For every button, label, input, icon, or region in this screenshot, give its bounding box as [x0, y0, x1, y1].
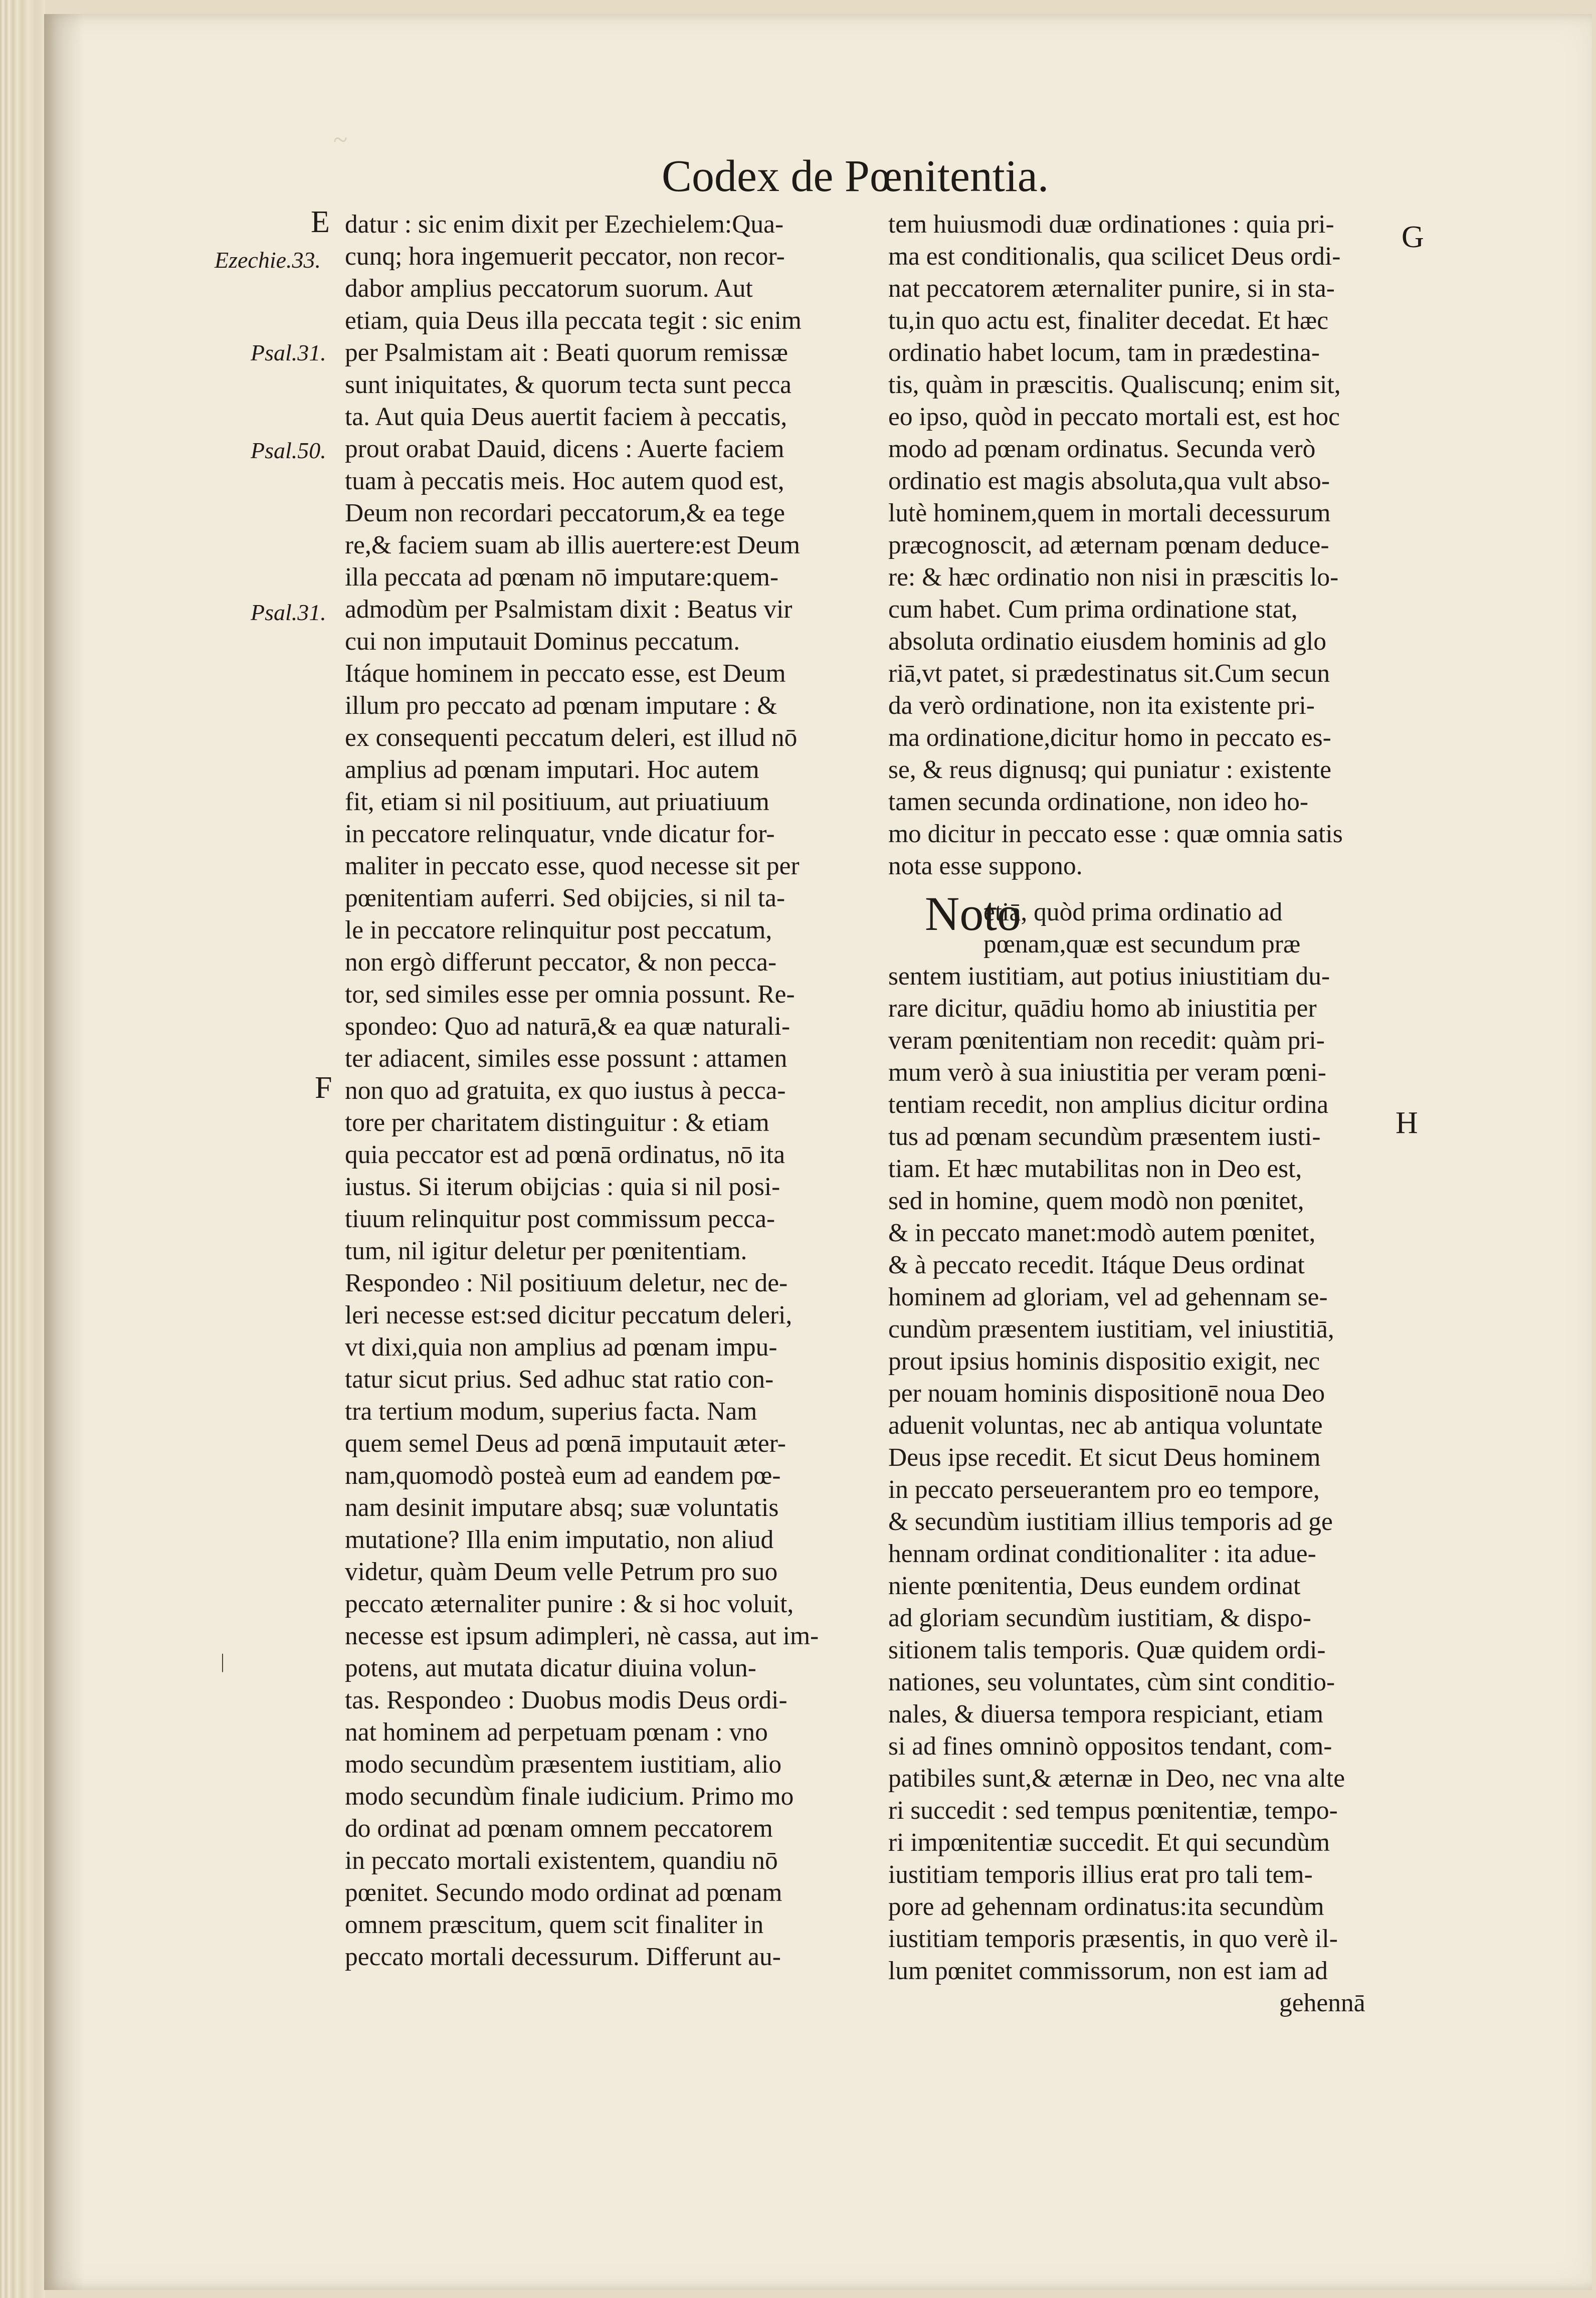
text-line: & à peccato recedit. Itáque Deus ordinat: [888, 1251, 1305, 1279]
text-line: iustitiam temporis præsentis, in quo verè il-: [888, 1925, 1338, 1953]
text-line: etiam, quia Deus illa peccata tegit : sic enim: [345, 306, 802, 335]
text-line: cundùm præsentem iustitiam, vel iniustitiā,: [888, 1315, 1334, 1344]
text-line: tum, nil igitur deletur per pœnitentiam.: [345, 1237, 747, 1265]
section-letter-f: F: [315, 1071, 332, 1105]
text-line: & in peccato manet:modò autem pœnitet,: [888, 1219, 1316, 1247]
text-line: peccato mortali decessurum. Differunt au-: [345, 1943, 781, 1971]
text-line: ter adiacent, similes esse possunt : attamen: [345, 1044, 787, 1073]
section-letter-e: E: [311, 205, 330, 239]
text-line: sunt iniquitates, & quorum tecta sunt pecca: [345, 370, 792, 399]
text-line: illum pro peccato ad pœnam imputare : &: [345, 691, 777, 720]
left-text-column: [345, 209, 836, 1983]
text-line: nota esse suppono.: [888, 852, 1083, 880]
text-line: eo ipso, quòd in peccato mortali est, est hoc: [888, 403, 1340, 431]
text-line: etiā, quòd prima ordinatio ad: [983, 898, 1283, 926]
text-line: sentem iustitiam, aut potius iniustitiam du-: [888, 962, 1330, 991]
text-line: peccato æternaliter punire : & si hoc voluit,: [345, 1590, 794, 1618]
text-line: do ordinat ad pœnam omnem peccatorem: [345, 1814, 773, 1843]
text-line: videtur, quàm Deum velle Petrum pro suo: [345, 1558, 778, 1586]
text-line: datur : sic enim dixit per Ezechielem:Qua-: [345, 210, 784, 239]
text-line: modo secundùm præsentem iustitiam, alio: [345, 1750, 782, 1779]
text-line: potens, aut mutata dicatur diuina volun-: [345, 1654, 756, 1682]
text-line: tu,in quo actu est, finaliter decedat. Et hæc: [888, 306, 1329, 335]
text-line: tatur sicut prius. Sed adhuc stat ratio con-: [345, 1365, 774, 1394]
text-line: quem semel Deus ad pœnā imputauit æter-: [345, 1429, 786, 1458]
text-line: tentiam recedit, non amplius dicitur ordina: [888, 1090, 1329, 1119]
text-line: patibiles sunt,& æternæ in Deo, nec vna alte: [888, 1764, 1345, 1793]
text-line: per nouam hominis dispositionē noua Deo: [888, 1379, 1325, 1408]
text-line: hominem ad gloriam, vel ad gehennam se-: [888, 1283, 1328, 1311]
text-line: pore ad gehennam ordinatus:ita secundùm: [888, 1892, 1324, 1921]
margin-note-psalm-31-second: Psal.31.: [251, 600, 326, 625]
right-text-column: [888, 209, 1389, 2073]
text-line: ta. Aut quia Deus auertit faciem à peccatis,: [345, 403, 787, 431]
text-line: & secundùm iustitiam illius temporis ad ge: [888, 1507, 1333, 1536]
margin-note-ezechiel: Ezechie.33.: [215, 247, 321, 273]
section-letter-g: G: [1402, 220, 1424, 254]
text-line: ri impœnitentiæ succedit. Et qui secundùm: [888, 1828, 1330, 1857]
text-line: tem huiusmodi duæ ordinationes : quia pri-: [888, 210, 1334, 239]
text-line: in peccato perseuerantem pro eo tempore,: [888, 1475, 1320, 1504]
text-line: nat hominem ad perpetuam pœnam : vno: [345, 1718, 768, 1747]
text-line: amplius ad pœnam imputari. Hoc autem: [345, 755, 759, 784]
text-line: Deus ipse recedit. Et sicut Deus hominem: [888, 1443, 1321, 1472]
running-head: Codex de Pœnitentia.: [662, 151, 1049, 201]
text-line: tra tertium modum, superius facta. Nam: [345, 1397, 757, 1426]
text-line: ma ordinatione,dicitur homo in peccato es-: [888, 723, 1331, 752]
text-line: iustitiam temporis illius erat pro tali tem-: [888, 1860, 1313, 1889]
text-line: nat peccatorem æternaliter punire, si in sta-: [888, 274, 1335, 303]
text-line: aduenit voluntas, nec ab antiqua voluntate: [888, 1411, 1323, 1440]
text-line: maliter in peccato esse, quod necesse sit per: [345, 852, 800, 880]
page-edge-stack: [0, 0, 45, 2298]
text-line: tas. Respondeo : Duobus modis Deus ordi-: [345, 1686, 787, 1714]
text-line: tore per charitatem distinguitur : & etiam: [345, 1108, 769, 1137]
margin-note-psalm-31: Psal.31.: [251, 340, 326, 365]
text-line: pœnitentiam auferri. Sed obijcies, si nil ta-: [345, 884, 785, 912]
text-line: dabor amplius peccatorum suorum. Aut: [345, 274, 753, 303]
catchword: gehennā: [1279, 1989, 1365, 2017]
text-line: ri succedit : sed tempus pœnitentiæ, tempo-: [888, 1796, 1338, 1825]
margin-note-psalm-50: Psal.50.: [251, 438, 326, 463]
text-line: nam,quomodò posteà eum ad eandem pœ-: [345, 1461, 781, 1490]
text-line: niente pœnitentia, Deus eundem ordinat: [888, 1572, 1301, 1600]
text-line: leri necesse est:sed dicitur peccatum deleri,: [345, 1301, 792, 1329]
text-line: iustus. Si iterum obijcias : quia si nil posi-: [345, 1173, 780, 1201]
text-line: in peccato mortali existentem, quandiu nō: [345, 1846, 778, 1875]
bleed-through-mark: ~: [333, 126, 348, 154]
text-line: tamen secunda ordinatione, non ideo ho-: [888, 788, 1309, 816]
section-letter-h: H: [1395, 1106, 1418, 1140]
text-line: nam desinit imputare absq; suæ voluntatis: [345, 1493, 779, 1522]
text-line: mum verò à sua iniustitia per veram pœni-: [888, 1058, 1326, 1087]
text-line: veram pœnitentiam non recedit: quàm pri-: [888, 1026, 1325, 1055]
text-line: illa peccata ad pœnam nō imputare:quem-: [345, 563, 779, 592]
text-line: riā,vt patet, si prædestinatus sit.Cum secun: [888, 659, 1330, 688]
text-line: cum habet. Cum prima ordinatione stat,: [888, 595, 1298, 624]
text-line: da verò ordinatione, non ita existente pri-: [888, 691, 1315, 720]
text-line: ordinatio habet locum, tam in prædestina-: [888, 338, 1320, 367]
text-line: non quo ad gratuita, ex quo iustus à pecca-: [345, 1076, 786, 1105]
gutter-shadow: [44, 14, 84, 2290]
text-line: omnem præscitum, quem scit finaliter in: [345, 1910, 764, 1939]
text-line: præcognoscit, ad æternam pœnam deduce-: [888, 531, 1329, 559]
text-line: spondeo: Quo ad naturā,& ea quæ naturali-: [345, 1012, 790, 1041]
text-line: mo dicitur in peccato esse : quæ omnia satis: [888, 820, 1343, 848]
text-line: quia peccator est ad pœnā ordinatus, nō ita: [345, 1140, 785, 1169]
text-line: re: & hæc ordinatio non nisi in præscitis lo-: [888, 563, 1339, 592]
text-line: lum pœnitet commissorum, non est iam ad: [888, 1957, 1328, 1985]
text-line: necesse est ipsum adimpleri, nè cassa, aut im-: [345, 1622, 819, 1650]
text-line: hennam ordinat conditionaliter : ita adue-: [888, 1540, 1316, 1568]
text-line: prout orabat Dauid, dicens : Auerte faciem: [345, 435, 784, 463]
text-line: vt dixi,quia non amplius ad pœnam impu-: [345, 1333, 777, 1362]
text-line: cui non imputauit Dominus peccatum.: [345, 627, 740, 656]
text-line: in peccatore relinquatur, vnde dicatur for-: [345, 820, 775, 848]
text-line: rare dicitur, quādiu homo ab iniustitia per: [888, 994, 1317, 1023]
text-line: Itáque hominem in peccato esse, est Deum: [345, 659, 786, 688]
text-line: Respondeo : Nil positiuum deletur, nec de-: [345, 1269, 788, 1297]
text-line: per Psalmistam ait : Beati quorum remissæ: [345, 338, 788, 367]
text-line: tuam à peccatis meis. Hoc autem quod est,: [345, 467, 784, 495]
text-line: nationes, seu voluntates, cùm sint conditio-: [888, 1668, 1335, 1696]
text-line: pœnitet. Secundo modo ordinat ad pœnam: [345, 1878, 782, 1907]
text-line: modo secundùm finale iudicium. Primo mo: [345, 1782, 794, 1811]
text-line: prout ipsius hominis dispositio exigit, nec: [888, 1347, 1320, 1376]
noto-initial-word: Noto: [925, 887, 1021, 940]
text-line: fit, etiam si nil positiuum, aut priuatiuum: [345, 788, 769, 816]
text-line: nales, & diuersa tempora respiciant, etiam: [888, 1700, 1324, 1729]
text-line: sitionem talis temporis. Quæ quidem ordi-: [888, 1636, 1326, 1664]
text-line: lutè hominem,quem in mortali decessurum: [888, 499, 1331, 527]
text-line: ex consequenti peccatum deleri, est illud nō: [345, 723, 797, 752]
text-line: ma est conditionalis, qua scilicet Deus ordi-: [888, 242, 1341, 271]
text-line: si ad fines omninò oppositos tendant, com-: [888, 1732, 1332, 1761]
text-line: Deum non recordari peccatorum,& ea tege: [345, 499, 785, 527]
stray-ink-mark: |: [221, 1650, 225, 1672]
text-line: cunq; hora ingemuerit peccator, non recor-: [345, 242, 785, 271]
text-line: admodùm per Psalmistam dixit : Beatus vir: [345, 595, 792, 624]
text-line: non ergò differunt peccator, & non pecca-: [345, 948, 777, 977]
text-line: tis, quàm in præscitis. Qualiscunq; enim sit,: [888, 370, 1341, 399]
text-line: mutatione? Illa enim imputatio, non aliud: [345, 1525, 774, 1554]
text-line: tor, sed similes esse per omnia possunt. Re-: [345, 980, 795, 1009]
text-line: tiam. Et hæc mutabilitas non in Deo est,: [888, 1155, 1302, 1183]
text-line: le in peccatore relinquitur post peccatum,: [345, 916, 772, 944]
text-line: ordinatio est magis absoluta,qua vult abso-: [888, 467, 1330, 495]
text-line: absoluta ordinatio eiusdem hominis ad glo: [888, 627, 1326, 656]
text-line: tus ad pœnam secundùm præsentem iusti-: [888, 1122, 1321, 1151]
text-line: modo ad pœnam ordinatus. Secunda verò: [888, 435, 1316, 463]
text-line: re,& faciem suam ab illis auertere:est Deum: [345, 531, 801, 559]
text-line: se, & reus dignusq; qui puniatur : existente: [888, 755, 1331, 784]
text-line: tiuum relinquitur post commissum pecca-: [345, 1205, 775, 1233]
text-line: sed in homine, quem modò non pœnitet,: [888, 1187, 1304, 1215]
text-line: pœnam,quæ est secundum præ: [983, 930, 1301, 959]
text-line: ad gloriam secundùm iustitiam, & dispo-: [888, 1604, 1311, 1632]
